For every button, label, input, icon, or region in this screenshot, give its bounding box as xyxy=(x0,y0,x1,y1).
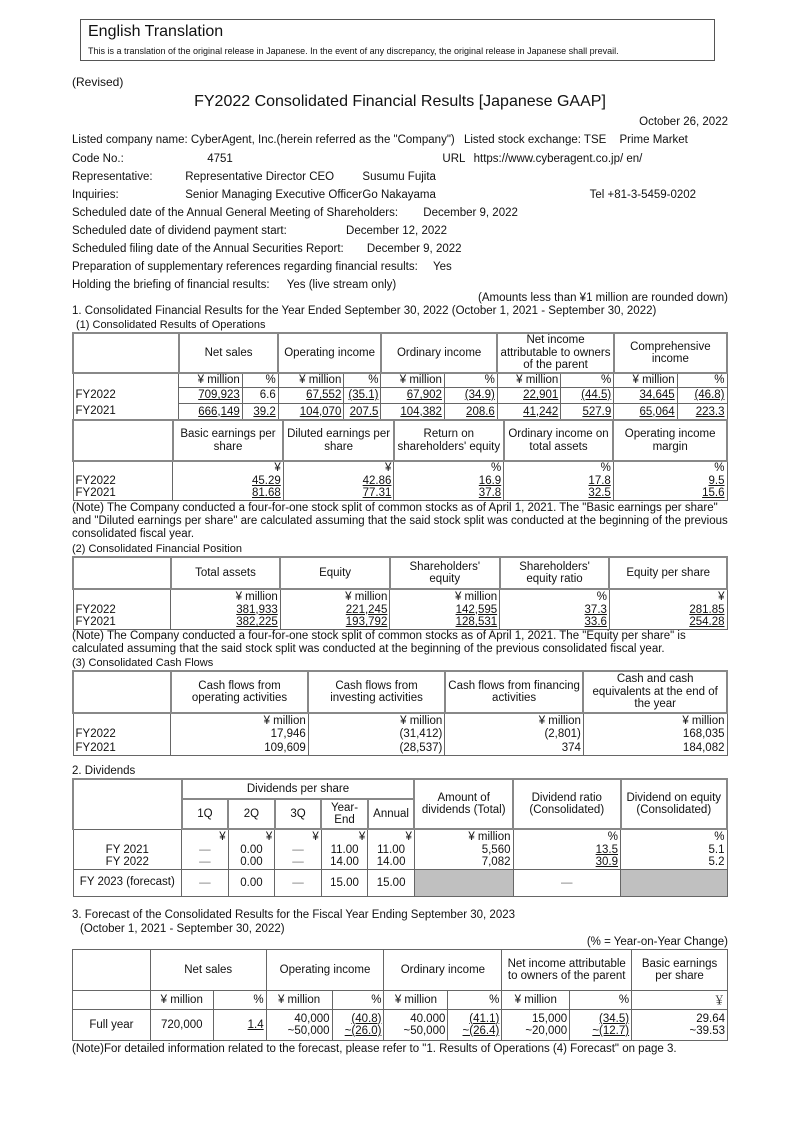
cell: 37.8 xyxy=(478,487,502,500)
ratio-header-roe: Return on shareholders' equity xyxy=(394,420,504,461)
banner-title: English Translation xyxy=(88,23,224,40)
cell: — xyxy=(182,856,229,869)
cell: 45.29 xyxy=(252,474,281,487)
row-label: FY2021 xyxy=(73,487,173,500)
rep-name: Susumu Fujita xyxy=(362,171,436,183)
financial-position-table xyxy=(72,556,728,630)
cell: 65,064 xyxy=(639,405,675,418)
dividend-date-line xyxy=(72,225,447,237)
table-row-forecast xyxy=(73,869,727,896)
cf-header-investing: Cash flows from investing activities xyxy=(308,671,445,713)
unit: % xyxy=(332,991,384,1010)
fc-header-net-sales: Net sales xyxy=(150,950,266,991)
code-value: 4751 xyxy=(207,153,233,165)
cell: — xyxy=(275,856,322,869)
cell: 15,000 xyxy=(532,1012,568,1025)
cell: (44.5) xyxy=(581,389,612,401)
cell-shaded xyxy=(414,869,513,896)
cell: 14.00 xyxy=(321,856,368,869)
cell: 40,000 xyxy=(294,1012,330,1025)
filing-label: Scheduled filing date of the Annual Securities Report: xyxy=(72,243,344,255)
table-row xyxy=(73,403,727,420)
table-row xyxy=(73,727,727,741)
cell: — xyxy=(513,869,621,896)
cell: 67,552 xyxy=(306,389,342,401)
brief-label: Holding the briefing of financial results: xyxy=(72,279,270,291)
cell: 15.00 xyxy=(368,869,415,896)
ops-header-operating-income: Operating income xyxy=(278,333,381,373)
rep-label: Representative: xyxy=(72,171,153,183)
pos-header-equity-ratio: Shareholders' equity ratio xyxy=(500,557,610,589)
cell: 11.00 xyxy=(368,843,415,856)
unit: ¥ million xyxy=(414,829,513,843)
unit: % xyxy=(500,589,610,603)
unit: ¥ xyxy=(228,829,275,843)
cell: 14.00 xyxy=(368,856,415,869)
cell: 16.9 xyxy=(478,474,502,487)
unit: ¥ million xyxy=(280,589,390,603)
cell: (28,537) xyxy=(308,741,445,755)
cell: ~(12.7) xyxy=(592,1025,630,1037)
unit: ¥ xyxy=(182,829,229,843)
cell: ~39.53 xyxy=(689,1025,725,1037)
unit: ¥ million xyxy=(614,373,677,387)
dividends-table xyxy=(72,778,728,897)
ratios-table xyxy=(72,419,728,501)
ops-header-net-income: Net income attributable to owners of the parent xyxy=(497,333,613,373)
unit: ¥ xyxy=(275,829,322,843)
div-header-doe: Dividend on equity (Consolidated) xyxy=(621,779,727,829)
cell: 0.00 xyxy=(228,856,275,869)
cell: 382,225 xyxy=(236,616,278,629)
unit: ¥ million xyxy=(583,713,727,727)
cell: 104,070 xyxy=(299,405,342,418)
ratio-header-basic-eps: Basic earnings per share xyxy=(173,420,284,461)
note-equity-per-share: (Note) The Company conducted a four-for-one stock split of common stocks as of April 1, 2021. The "Equity per share" is calculated assuming that the said stock split was conducted at the beginning of the previous consolidated fiscal year. xyxy=(72,630,686,655)
cell: 666,149 xyxy=(198,405,240,418)
banner-disclaimer: This is a translation of the original release in Japanese. In the event of any discrepancy, the original release in Japanese shall prevail. xyxy=(88,46,619,56)
rep-title: Representative Director CEO xyxy=(185,171,335,183)
pos-header-equity: Equity xyxy=(280,557,390,589)
row-label: FY2021 xyxy=(73,741,171,755)
ops-header-comprehensive-income: Comprehensive income xyxy=(614,333,727,373)
company-line xyxy=(72,134,688,146)
cell: (46.8) xyxy=(694,389,725,401)
fc-header-basic-eps: Basic earnings per share xyxy=(632,950,728,991)
pos-header-shareholders-equity: Shareholders' equity xyxy=(390,557,500,589)
table-row xyxy=(73,856,727,869)
cell: (41.1) xyxy=(469,1012,500,1025)
div-header-1q: 1Q xyxy=(182,799,229,829)
row-label: FY2022 xyxy=(73,387,179,403)
row-label: FY 2023 (forecast) xyxy=(73,869,182,896)
cell: ~(26.0) xyxy=(344,1025,382,1037)
unit: % xyxy=(504,461,614,474)
cell: (31,412) xyxy=(308,727,445,741)
unit: ¥ million xyxy=(497,373,560,387)
agm-label: Scheduled date of the Annual General Meeting of Shareholders: xyxy=(72,207,399,219)
operations-table xyxy=(72,332,728,421)
inq-name: Go Nakayama xyxy=(362,189,436,201)
cell: 42.86 xyxy=(362,474,392,487)
fc-header-ordinary-income: Ordinary income xyxy=(384,950,502,991)
cf-header-operating: Cash flows from operating activities xyxy=(171,671,309,713)
ratio-header-margin: Operating income margin xyxy=(613,420,727,461)
table-row xyxy=(73,843,727,856)
unit: % xyxy=(394,461,504,474)
cell: 11.00 xyxy=(321,843,368,856)
cell: 374 xyxy=(445,741,584,755)
unit: % xyxy=(444,373,497,387)
unit: % xyxy=(677,373,727,387)
cell: 128,531 xyxy=(455,616,498,629)
cell: (2,801) xyxy=(445,727,584,741)
row-label: FY2022 xyxy=(73,474,173,487)
cell: 6.6 xyxy=(259,389,276,401)
cell: 34,645 xyxy=(639,389,675,401)
cell: 15.00 xyxy=(321,869,368,896)
row-label: FY 2021 xyxy=(73,843,182,856)
row-label: FY2022 xyxy=(73,727,171,741)
code-label: Code No.: xyxy=(72,153,124,165)
note-forecast: (Note)For detailed information related to the forecast, please refer to "1. Results of Operations (4) Forecast" on page 3. xyxy=(72,1043,677,1055)
cell: (34.9) xyxy=(464,389,495,401)
code-line xyxy=(72,153,642,165)
cell: 709,923 xyxy=(198,389,240,401)
cell: 168,035 xyxy=(583,727,727,741)
div-header-amount: Amount of dividends (Total) xyxy=(414,779,513,829)
pos-header-total-assets: Total assets xyxy=(171,557,281,589)
forecast-table xyxy=(72,949,728,1041)
div-header-2q: 2Q xyxy=(228,799,275,829)
filing-date: December 9, 2022 xyxy=(366,243,462,255)
unit: ¥ xyxy=(283,461,394,474)
unit: ￥ xyxy=(632,991,728,1010)
section1-sub3: (3) Consolidated Cash Flows xyxy=(72,657,214,669)
section2-heading: 2. Dividends xyxy=(72,765,136,777)
cell: 13.5 xyxy=(595,843,619,856)
cell: 29.64 xyxy=(696,1012,725,1025)
stock-exchange: Listed stock exchange: TSE xyxy=(463,134,607,146)
cell: 720,000 xyxy=(150,1010,213,1041)
unit: ¥ million xyxy=(171,713,309,727)
cell: — xyxy=(182,869,229,896)
unit: ¥ million xyxy=(278,373,344,387)
table-row xyxy=(73,387,727,403)
filing-line xyxy=(72,243,462,255)
market: Prime Market xyxy=(619,134,688,146)
unit: % xyxy=(242,373,278,387)
brief-value: Yes (live stream only) xyxy=(286,279,397,291)
cell: ~(26.4) xyxy=(462,1025,500,1037)
table-row xyxy=(73,616,727,629)
div-header-year-end: Year-End xyxy=(321,799,368,829)
fc-header-net-income: Net income attributable to owners of the parent xyxy=(502,950,632,991)
unit: % xyxy=(448,991,502,1010)
pos-header-equity-per-share: Equity per share xyxy=(609,557,727,589)
inquiries-line xyxy=(72,189,696,201)
cell: (34.5) xyxy=(599,1012,630,1025)
cell: 109,609 xyxy=(171,741,309,755)
cell: — xyxy=(275,843,322,856)
ops-header-net-sales: Net sales xyxy=(179,333,278,373)
table-row xyxy=(73,474,727,487)
cell: 77.31 xyxy=(362,487,392,500)
unit: % xyxy=(213,991,266,1010)
url-label: URL xyxy=(442,153,466,165)
cell: 22,901 xyxy=(523,389,559,401)
row-label: FY2021 xyxy=(73,403,179,420)
row-label: Full year xyxy=(73,1010,151,1041)
cell: 0.00 xyxy=(228,869,275,896)
cell: 39.2 xyxy=(253,405,276,418)
div-header-ratio: Dividend ratio (Consolidated) xyxy=(513,779,621,829)
note-eps: (Note) The Company conducted a four-for-one stock split of common stocks as of April 1, 2021. The "Basic earnings per share" and "Diluted earnings per share" are calculated assuming that the said stock split was conducted at the beginning of the previous consolidated fiscal year. xyxy=(72,502,728,540)
row-label: FY2021 xyxy=(73,616,171,629)
inq-label: Inquiries: xyxy=(72,189,119,201)
table-row-full-year xyxy=(73,1010,728,1041)
unit: ¥ xyxy=(173,461,284,474)
cell: 527.9 xyxy=(582,405,612,418)
cell: 104,382 xyxy=(400,405,442,418)
unit: ¥ million xyxy=(150,991,213,1010)
row-label: FY 2022 xyxy=(73,856,182,869)
revised-label: (Revised) xyxy=(72,75,124,89)
cell: 381,933 xyxy=(236,603,278,616)
cell: 254.28 xyxy=(689,616,725,629)
cell: ~20,000 xyxy=(525,1025,568,1037)
inq-title: Senior Managing Executive Officer xyxy=(185,189,363,201)
cell: 142,595 xyxy=(455,603,498,616)
cell: 5.2 xyxy=(621,856,727,869)
table-row xyxy=(73,603,727,616)
unit: % xyxy=(513,829,621,843)
supp-value: Yes xyxy=(433,261,452,273)
company-name: Listed company name: CyberAgent, Inc.(herein referred as the "Company") xyxy=(72,134,455,146)
div-header-annual: Annual xyxy=(368,799,415,829)
cell: 0.00 xyxy=(228,843,275,856)
section3-period: (October 1, 2021 - September 30, 2022) xyxy=(80,923,285,935)
cell: 184,082 xyxy=(583,741,727,755)
ratio-header-diluted-eps: Diluted earnings per share xyxy=(283,420,394,461)
section3-heading: 3. Forecast of the Consolidated Results for the Fiscal Year Ending September 30, 2023 xyxy=(72,909,516,921)
cell: 1.4 xyxy=(247,1019,264,1031)
unit: ¥ million xyxy=(384,991,448,1010)
cell: 281.85 xyxy=(689,603,725,616)
briefing-line xyxy=(72,279,396,291)
supp-label: Preparation of supplementary references regarding financial results: xyxy=(72,261,418,273)
representative-line xyxy=(72,171,436,183)
cell: 41,242 xyxy=(523,405,559,418)
div-label: Scheduled date of dividend payment start: xyxy=(72,225,287,237)
div-header-3q: 3Q xyxy=(275,799,322,829)
section1-heading: 1. Consolidated Financial Results for the Year Ended September 30, 2022 (October 1, 2021 - September 30, 2022) xyxy=(72,305,657,317)
unit: ¥ xyxy=(321,829,368,843)
cell: 33.6 xyxy=(584,616,607,629)
cell: 193,792 xyxy=(345,616,388,629)
cell: — xyxy=(182,843,229,856)
tel: Tel +81-3-5459-0202 xyxy=(589,189,697,201)
cell: 223.3 xyxy=(695,405,725,418)
cell: 17.8 xyxy=(588,474,611,487)
cell: 17,946 xyxy=(171,727,309,741)
unit: % xyxy=(570,991,632,1010)
company-url[interactable]: https://www.cyberagent.co.jp/ en/ xyxy=(473,153,643,165)
unit: % xyxy=(613,461,727,474)
cell: 40.000 xyxy=(410,1012,446,1025)
ratio-header-roa: Ordinary income on total assets xyxy=(504,420,614,461)
unit: ¥ million xyxy=(308,713,445,727)
translation-banner xyxy=(80,19,715,61)
agm-date: December 9, 2022 xyxy=(423,207,518,219)
unit: ¥ million xyxy=(445,713,584,727)
unit: % xyxy=(561,373,614,387)
cell: 37.3 xyxy=(584,603,607,616)
supplementary-line xyxy=(72,261,452,273)
yoy-note: (% = Year-on-Year Change) xyxy=(586,936,728,948)
table-row xyxy=(73,741,727,755)
section1-sub2: (2) Consolidated Financial Position xyxy=(72,543,242,555)
cell: 207.5 xyxy=(349,405,379,418)
unit: ¥ million xyxy=(266,991,332,1010)
cell: 32.5 xyxy=(588,487,611,500)
cell: 5.1 xyxy=(621,843,727,856)
ops-corner xyxy=(73,333,179,373)
table-row xyxy=(73,487,727,500)
cell: ~50,000 xyxy=(287,1025,330,1037)
cell: 9.5 xyxy=(708,474,725,487)
unit: ¥ million xyxy=(171,589,281,603)
unit: ¥ million xyxy=(179,373,242,387)
cf-header-financing: Cash flows from financing activities xyxy=(445,671,584,713)
div-date: December 12, 2022 xyxy=(346,225,448,237)
cell: 7,082 xyxy=(414,856,513,869)
agm-line xyxy=(72,207,518,219)
cell: 30.9 xyxy=(595,856,619,869)
document-title: FY2022 Consolidated Financial Results [Japanese GAAP] xyxy=(194,93,606,110)
cell: 208.6 xyxy=(466,405,495,418)
cell: (40.8) xyxy=(351,1012,382,1025)
cell: 5,560 xyxy=(414,843,513,856)
ops-header-ordinary-income: Ordinary income xyxy=(381,333,497,373)
cell: 221,245 xyxy=(345,603,388,616)
cell: — xyxy=(275,869,322,896)
unit: ¥ million xyxy=(390,589,500,603)
cell: 81.68 xyxy=(252,487,281,500)
div-header-per-share: Dividends per share xyxy=(182,779,415,799)
unit: ¥ million xyxy=(502,991,570,1010)
rounding-note: (Amounts less than ¥1 million are rounded down) xyxy=(478,292,728,304)
cell: (35.1) xyxy=(348,389,379,401)
unit: ¥ million xyxy=(381,373,444,387)
fc-header-operating-income: Operating income xyxy=(266,950,384,991)
cash-flows-table xyxy=(72,670,728,756)
row-label: FY2022 xyxy=(73,603,171,616)
cell: 15.6 xyxy=(702,487,725,500)
unit: ¥ xyxy=(609,589,727,603)
cell: ~50,000 xyxy=(403,1025,446,1037)
cf-header-cash-end: Cash and cash equivalents at the end of the year xyxy=(583,671,727,713)
unit: % xyxy=(344,373,381,387)
unit: ¥ xyxy=(368,829,415,843)
section1-sub1: (1) Consolidated Results of Operations xyxy=(76,319,266,331)
release-date: October 26, 2022 xyxy=(639,116,728,128)
unit: % xyxy=(621,829,727,843)
cell-shaded xyxy=(621,869,727,896)
cell: 67,902 xyxy=(406,389,442,401)
